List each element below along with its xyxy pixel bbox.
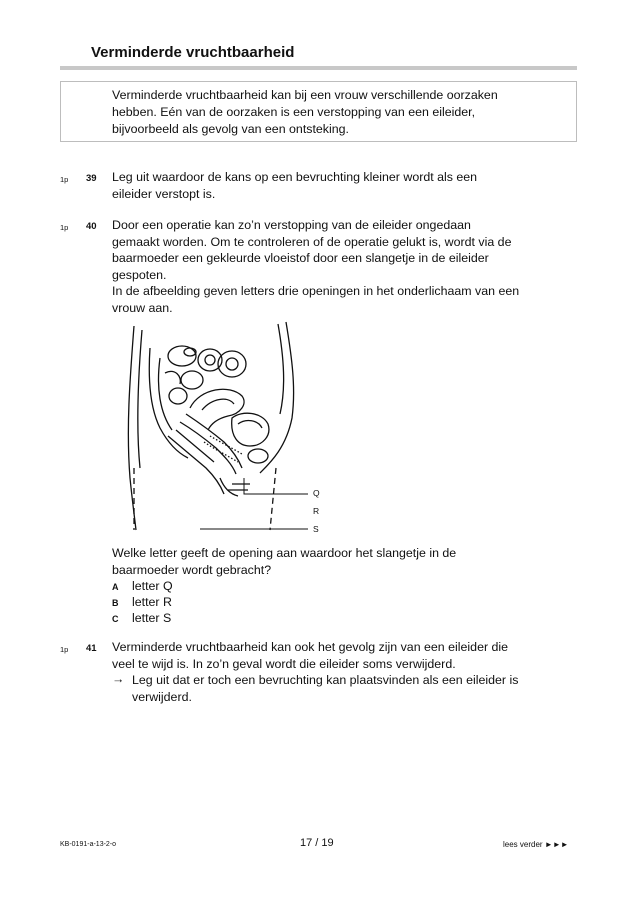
q41-task: [132, 672, 572, 705]
title-rule: [60, 66, 577, 70]
section-title: Verminderde vruchtbaarheid: [91, 44, 295, 61]
intro-line: bijvoorbeeld als gevolg van een ontsteking.: [112, 122, 349, 136]
option-a[interactable]: [112, 578, 173, 596]
option-text: letter S: [132, 611, 172, 625]
intro-line: Verminderde vruchtbaarheid kan bij een vrouw verschillende oorzaken: [112, 88, 498, 102]
q40-line: baarmoeder een gekleurde vloeistof door een slangetje in de eileider: [112, 251, 489, 265]
page-number: 17 / 19: [300, 837, 334, 849]
q41-line: Verminderde vruchtbaarheid kan ook het gevolg zijn van een eileider die: [112, 640, 509, 654]
anatomy-figure: [120, 318, 335, 533]
q39-line: eileider verstopt is.: [112, 186, 216, 201]
q41-number: 41: [86, 643, 97, 654]
option-letter: B: [112, 598, 119, 608]
q40-line: Door een operatie kan zo’n verstopping van de eileider ongedaan: [112, 218, 471, 232]
q41-text: [112, 639, 572, 672]
option-letter: A: [112, 582, 119, 592]
q40-line: vrouw aan.: [112, 300, 173, 315]
q40-line: gespoten.: [112, 267, 167, 282]
option-c[interactable]: [112, 610, 171, 628]
q40-line: gemaakt worden. Om te controleren of de operatie gelukt is, wordt via de: [112, 234, 512, 249]
arrow-icon: →: [112, 672, 125, 686]
q40-points: 1p: [60, 223, 69, 232]
q39-points: 1p: [60, 175, 69, 184]
q41-line: veel te wijd is. In zo’n geval wordt die eileider soms verwijderd.: [112, 656, 456, 671]
option-text: letter Q: [132, 579, 173, 593]
q40-question-line: baarmoeder wordt gebracht?: [112, 562, 272, 577]
figure-label-q: Q: [313, 488, 320, 498]
q41-points: 1p: [60, 645, 69, 654]
next-page-indicator: lees verder ►►►: [503, 840, 569, 849]
q40-question: [112, 545, 572, 578]
q39-text: [112, 169, 572, 202]
q41-task-line: verwijderd.: [132, 689, 192, 704]
option-b[interactable]: [112, 594, 172, 612]
option-text: letter R: [132, 595, 172, 609]
q40-question-line: Welke letter geeft de opening aan waardoor het slangetje in de: [112, 546, 457, 560]
q40-number: 40: [86, 221, 97, 232]
q39-line: Leg uit waardoor de kans op een bevruchting kleiner wordt als een: [112, 170, 478, 184]
intro-text: [112, 87, 562, 138]
footer-code: KB-0191-a-13-2-o: [60, 841, 117, 848]
figure-label-r: R: [313, 506, 320, 516]
figure-label-s: S: [313, 524, 319, 534]
q40-line: In de afbeelding geven letters drie openingen in het onderlichaam van een: [112, 284, 520, 298]
intro-line: hebben. Eén van de oorzaken is een verstopping van een eileider,: [112, 105, 476, 119]
q40-text: [112, 217, 572, 316]
q39-number: 39: [86, 173, 97, 184]
option-letter: C: [112, 614, 119, 624]
q41-task-line: Leg uit dat er toch een bevruchting kan plaatsvinden als een eileider is: [132, 673, 519, 687]
